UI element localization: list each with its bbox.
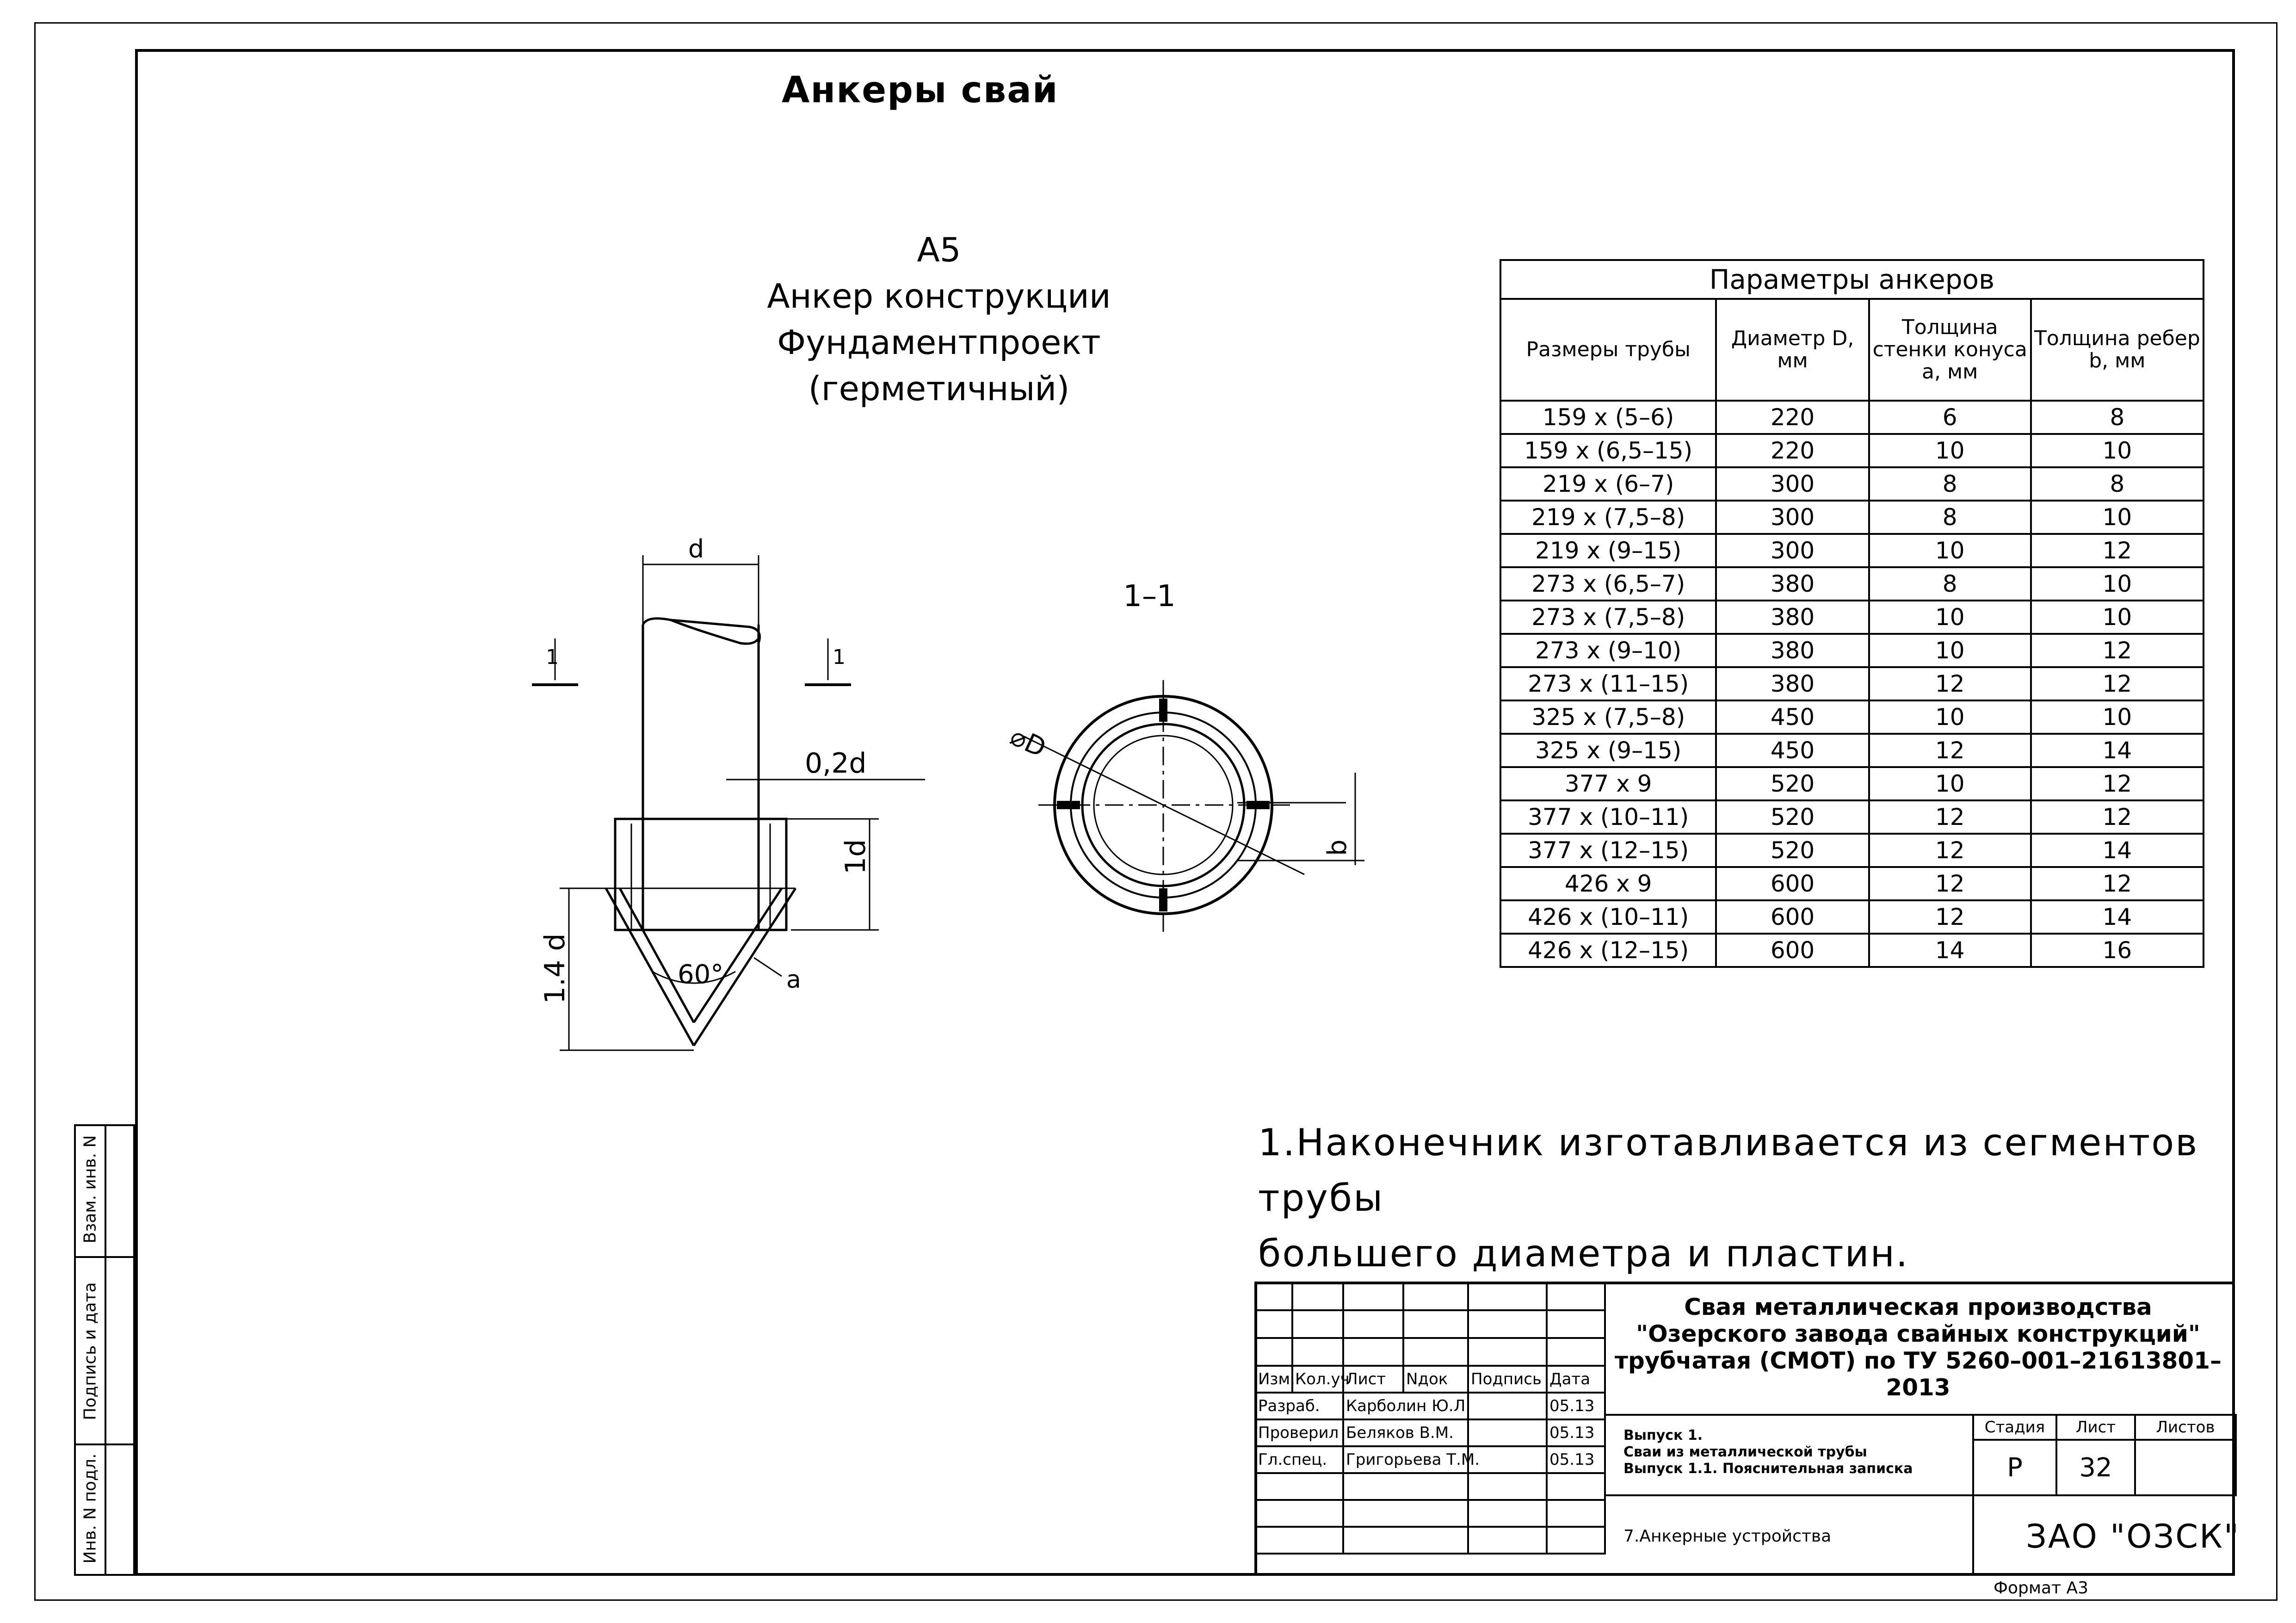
params-row	[1500, 700, 2203, 734]
params-table	[1500, 259, 2204, 968]
params-cell: 12	[1869, 667, 2031, 700]
params-row	[1500, 401, 2203, 434]
params-cell: 380	[1716, 634, 1869, 667]
params-cell: 8	[2031, 401, 2203, 434]
person-role: Гл.спец.	[1255, 1446, 1343, 1473]
params-cell: 273 x (9–10)	[1500, 634, 1716, 667]
params-cell: 14	[2031, 734, 2203, 767]
person-date: 05.13	[1547, 1393, 1605, 1419]
col-header: Толщина ребер b, мм	[2031, 299, 2203, 401]
params-row	[1500, 567, 2203, 601]
params-row	[1500, 467, 2203, 501]
params-cell: 380	[1716, 567, 1869, 601]
params-cell: 10	[2031, 501, 2203, 534]
params-cell: 426 x 9	[1500, 867, 1716, 900]
sheets-value	[2135, 1440, 2236, 1495]
person-date: 05.13	[1547, 1446, 1605, 1473]
company-name: ЗАО "ОЗСК"	[2026, 1518, 2240, 1555]
params-cell: 12	[2031, 667, 2203, 700]
params-cell: 10	[1869, 434, 2031, 467]
params-cell: 325 x (9–15)	[1500, 734, 1716, 767]
issue-line3: Выпуск 1.1. Пояснительная записка	[1623, 1461, 1913, 1477]
person-role: Проверил	[1255, 1419, 1343, 1446]
params-cell: 12	[2031, 534, 2203, 567]
params-cell: 10	[1869, 700, 2031, 734]
params-row	[1500, 601, 2203, 634]
dia-D-label: ⌀D	[1006, 721, 1051, 764]
params-cell: 8	[1869, 501, 2031, 534]
col-izm: Изм.	[1255, 1366, 1292, 1393]
params-cell: 220	[1716, 401, 1869, 434]
params-cell: 377 x (10–11)	[1500, 800, 1716, 834]
note-line2: большего диаметра и пластин.	[1258, 1232, 1909, 1275]
params-cell: 10	[1869, 634, 2031, 667]
params-cell: 600	[1716, 867, 1869, 900]
params-row	[1500, 834, 2203, 867]
issue-line2: Сваи из металлической трубы	[1623, 1444, 1867, 1460]
params-row	[1500, 767, 2203, 800]
doc-title-line2: "Озерского завода свайных конструкций"	[1636, 1320, 2200, 1347]
params-cell: 16	[2031, 934, 2203, 967]
params-cell: 273 x (7,5–8)	[1500, 601, 1716, 634]
side-podpis-label: Подпись и дата	[80, 1282, 100, 1420]
params-cell: 14	[2031, 900, 2203, 934]
params-cell: 520	[1716, 767, 1869, 800]
person-name: Карболин Ю.Л.	[1343, 1393, 1468, 1419]
dim-d-label: d	[688, 534, 704, 564]
angle-label: 60°	[678, 960, 724, 990]
params-cell: 219 x (7,5–8)	[1500, 501, 1716, 534]
params-cell: 12	[1869, 834, 2031, 867]
person-date: 05.13	[1547, 1419, 1605, 1446]
doc-title-line1: Свая металлическая производства	[1684, 1294, 2152, 1320]
params-cell: 600	[1716, 900, 1869, 934]
anchor-line2: Фундаментпроект	[777, 323, 1101, 362]
params-cell: 300	[1716, 534, 1869, 567]
params-rows	[1500, 401, 2203, 967]
person-name: Беляков В.М.	[1343, 1419, 1468, 1446]
params-row	[1500, 934, 2203, 967]
note	[1258, 1115, 2296, 1282]
col-header: Размеры трубы	[1500, 299, 1716, 401]
dim-02d-label: 0,2d	[805, 747, 867, 780]
col-ndok: Nдок	[1403, 1366, 1468, 1393]
side-inv-label: Инв. N подл.	[80, 1453, 100, 1564]
params-row	[1500, 534, 2203, 567]
params-cell: 377 x 9	[1500, 767, 1716, 800]
params-cell: 426 x (12–15)	[1500, 934, 1716, 967]
stage-grid	[1972, 1414, 2237, 1496]
params-caption: Параметры анкеров	[1500, 260, 2203, 299]
anchor-elevation-drawing	[532, 532, 925, 1064]
params-cell: 8	[1869, 467, 2031, 501]
params-cell: 450	[1716, 700, 1869, 734]
side-vzam-label: Взам. инв. N	[80, 1135, 100, 1244]
params-cell: 10	[1869, 601, 2031, 634]
side-stamp-line-1	[74, 1256, 135, 1258]
params-cell: 12	[2031, 634, 2203, 667]
params-cell: 159 x (6,5–15)	[1500, 434, 1716, 467]
params-cell: 426 x (10–11)	[1500, 900, 1716, 934]
params-row	[1500, 667, 2203, 700]
anchor-line1: Анкер конструкции	[767, 277, 1111, 316]
section-name: 7.Анкерные устройства	[1623, 1527, 1832, 1546]
person-role: Разраб.	[1255, 1393, 1343, 1419]
col-podpis: Подпись	[1468, 1366, 1547, 1393]
sheet-title: Анкеры свай	[782, 69, 1059, 111]
params-cell: 10	[2031, 700, 2203, 734]
col-kol: Кол.уч	[1292, 1366, 1343, 1393]
params-cell: 273 x (6,5–7)	[1500, 567, 1716, 601]
params-cell: 12	[1869, 734, 2031, 767]
params-cell: 14	[2031, 834, 2203, 867]
params-cell: 600	[1716, 934, 1869, 967]
params-cell: 6	[1869, 401, 2031, 434]
params-cell: 300	[1716, 467, 1869, 501]
col-list: Лист	[1343, 1366, 1403, 1393]
stage-value: Р	[1973, 1440, 2056, 1495]
person-name: Григорьева Т.М.	[1343, 1446, 1468, 1473]
params-cell: 10	[1869, 767, 2031, 800]
doc-title	[1604, 1284, 2232, 1414]
format-label: Формат А3	[1994, 1579, 2089, 1598]
params-row	[1500, 734, 2203, 767]
issue-line1: Выпуск 1.	[1623, 1427, 1703, 1443]
params-cell: 300	[1716, 501, 1869, 534]
col-data: Дата	[1547, 1366, 1605, 1393]
revision-grid	[1254, 1282, 1606, 1555]
params-cell: 10	[2031, 434, 2203, 467]
params-cell: 12	[2031, 767, 2203, 800]
params-cell: 14	[1869, 934, 2031, 967]
stage-label: Стадия	[1973, 1415, 2056, 1440]
params-cell: 12	[1869, 800, 2031, 834]
params-cell: 520	[1716, 834, 1869, 867]
dim-14d-label: 1.4 d	[539, 933, 571, 1004]
section-mark-left: 1	[546, 645, 559, 669]
section-view-drawing	[994, 578, 1397, 958]
params-cell: 450	[1716, 734, 1869, 767]
params-row	[1500, 800, 2203, 834]
params-cell: 10	[1869, 534, 2031, 567]
params-cell: 12	[1869, 900, 2031, 934]
params-row	[1500, 900, 2203, 934]
col-header: Толщина стенки конуса a, мм	[1869, 299, 2031, 401]
sheets-label: Листов	[2135, 1415, 2236, 1440]
params-cell: 325 x (7,5–8)	[1500, 700, 1716, 734]
rib-b-label: b	[1322, 839, 1352, 856]
params-cell: 8	[2031, 467, 2203, 501]
params-cell: 10	[2031, 601, 2203, 634]
sheet-value: 32	[2056, 1440, 2135, 1495]
params-row	[1500, 867, 2203, 900]
params-row	[1500, 434, 2203, 467]
wall-a-label: a	[786, 966, 801, 994]
note-line1: 1.Наконечник изготавливается из сегментов трубы	[1258, 1121, 2199, 1220]
section-title: 1–1	[1123, 579, 1176, 613]
params-cell: 10	[2031, 567, 2203, 601]
issue-text	[1623, 1427, 1913, 1477]
doc-title-line3: трубчатая (СМОТ) по ТУ 5260–001–21613801–2013	[1615, 1347, 2222, 1401]
params-cell: 273 x (11–15)	[1500, 667, 1716, 700]
params-cell: 219 x (9–15)	[1500, 534, 1716, 567]
params-cell: 159 x (5–6)	[1500, 401, 1716, 434]
params-cell: 220	[1716, 434, 1869, 467]
anchor-code: А5	[917, 230, 961, 269]
params-cell: 520	[1716, 800, 1869, 834]
params-cell: 380	[1716, 667, 1869, 700]
col-header: Диаметр D, мм	[1716, 299, 1869, 401]
dim-1d-label: 1d	[839, 839, 872, 874]
sheet-label: Лист	[2056, 1415, 2135, 1440]
params-cell: 12	[1869, 867, 2031, 900]
params-cell: 12	[2031, 867, 2203, 900]
params-row	[1500, 501, 2203, 534]
anchor-line3: (герметичный)	[808, 369, 1070, 408]
params-cell: 219 x (6–7)	[1500, 467, 1716, 501]
params-cell: 380	[1716, 601, 1869, 634]
params-cell: 377 x (12–15)	[1500, 834, 1716, 867]
anchor-caption	[694, 227, 1184, 412]
params-cell: 8	[1869, 567, 2031, 601]
section-mark-right: 1	[833, 645, 846, 669]
params-cell: 12	[2031, 800, 2203, 834]
params-row	[1500, 634, 2203, 667]
